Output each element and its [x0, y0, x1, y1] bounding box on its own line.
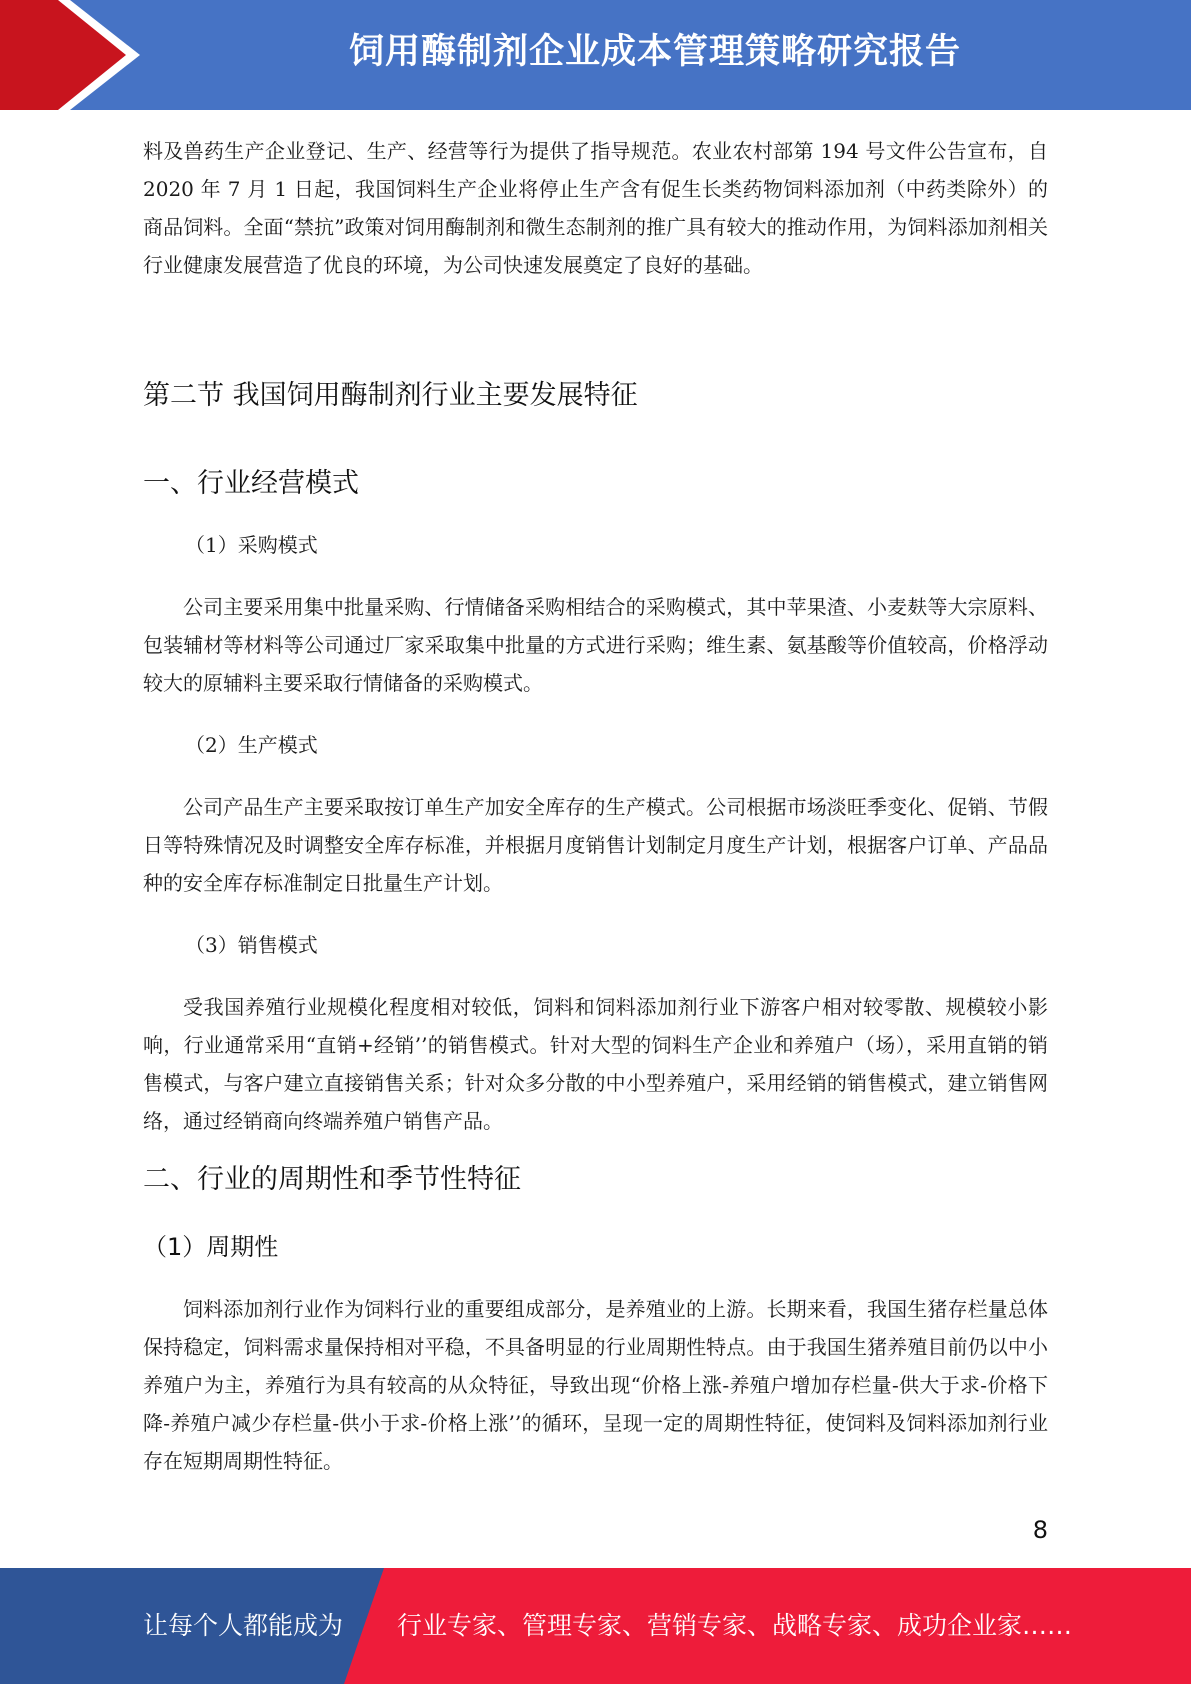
subheading-production: （2）生产模式 — [185, 733, 318, 757]
subheading-sales: （3）销售模式 — [185, 933, 318, 957]
paragraph-cyclicality: 饲料添加剂行业作为饲料行业的重要组成部分，是养殖业的上游。长期来看，我国生猪存栏量总体保持稳定，饲料需求量保持相对平稳，不具备明显的行业周期性特点。由于我国生猪养殖目前仍以中小养殖户为主，养殖行为具有较高的从众特征，导致出现“价格上涨-养殖户增加存栏量-供大于求-价格下降-养殖户减少存栏量-供小于求-价格上涨’’的循环，呈现一定的周期性特征，使饲料及饲料添加剂行业存在短期周期性特征。 — [143, 1297, 1048, 1473]
subheading-cyclicality: （1）周期性 — [143, 1233, 279, 1261]
paragraph-sales: 受我国养殖行业规模化程度相对较低，饲料和饲料添加剂行业下游客户相对较零散、规模较小影响，行业通常采用“直销+经销’’的销售模式。针对大型的饲料生产企业和养殖户（场），采用直销的销售模式，与客户建立直接销售关系；针对众多分散的中小型养殖户，采用经销的销售模式，建立销售网络，通过经销商向终端养殖户销售产品。 — [143, 995, 1048, 1133]
footer-slogan-left: 让每个人都能成为 — [143, 1611, 344, 1640]
heading-cyclical-seasonal: 二、行业的周期性和季节性特征 — [143, 1164, 521, 1195]
intro-paragraph: 料及兽药生产企业登记、生产、经营等行为提供了指导规范。农业农村部第 194 号文件公告宣布，自 2020 年 7 月 1 日起，我国饲料生产企业将停止生产含有促生长类药物饲料添加剂（中药类除外）的商品饲料。全面“禁抗”政策对饲用酶制剂和微生态制剂的推广具有较大的推动作用，为饲料添加剂相关行业健康发展营造了优良的环境，为公司快速发展奠定了良好的基础。 — [143, 139, 1048, 277]
page-number: 8 — [1032, 1516, 1048, 1544]
report-title: 饲用酶制剂企业成本管理策略研究报告 — [348, 32, 961, 72]
section-title: 第二节 我国饲用酶制剂行业主要发展特征 — [143, 380, 638, 411]
footer-band — [0, 1568, 1191, 1684]
heading-business-model: 一、行业经营模式 — [143, 468, 359, 499]
subheading-procurement: （1）采购模式 — [185, 533, 318, 557]
page-content — [143, 132, 1048, 1480]
paragraph-procurement: 公司主要采用集中批量采购、行情储备采购相结合的采购模式，其中苹果渣、小麦麸等大宗原料、包装辅材等材料等公司通过厂家采取集中批量的方式进行采购；维生素、氨基酸等价值较高，价格浮动较大的原辅料主要采取行情储备的采购模式。 — [143, 595, 1048, 695]
footer-slogan-right: 行业专家、管理专家、营销专家、战略专家、成功企业家…… — [397, 1611, 1073, 1640]
header-band — [0, 0, 1191, 110]
paragraph-production: 公司产品生产主要采取按订单生产加安全库存的生产模式。公司根据市场淡旺季变化、促销、节假日等特殊情况及时调整安全库存标准，并根据月度销售计划制定月度生产计划，根据客户订单、产品品种的安全库存标准制定日批量生产计划。 — [143, 795, 1048, 895]
